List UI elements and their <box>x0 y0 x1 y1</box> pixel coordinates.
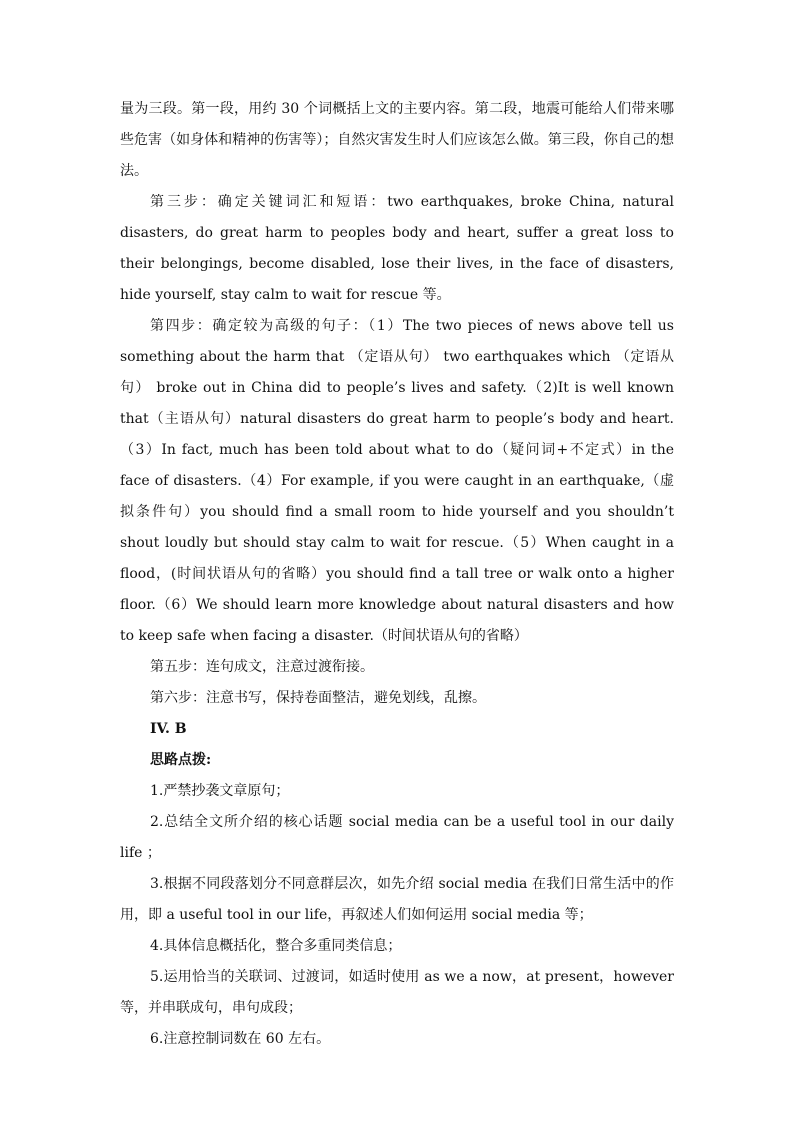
paragraph-step-3: 第三步：确定关键词汇和短语：two earthquakes, broke China, natural disasters, do great harm to peoples body and heart, suffer a great loss to their belongings, become disabled, lose their lives, in the face of disasters, hide yourself, stay calm to wait for rescue 等。 <box>120 194 674 303</box>
tip-item-3: 3.根据不同段落划分不同意群层次，如先介绍 social media 在我们日常生活中的作用，即 a useful tool in our life，再叙述人们如何运用 social media 等； <box>120 876 674 923</box>
paragraph-step-5: 第五步：连句成文，注意过渡衔接。 <box>150 659 374 675</box>
tip-item-5: 5.运用恰当的关联词、过渡词，如适时使用 as we a now，at present，however 等，并串联成句，串句成段； <box>120 969 674 1016</box>
paragraph-structure-note: 量为三段。第一段，用约 30 个词概括上文的主要内容。第二段，地震可能给人们带来哪些危害（如身体和精神的伤害等）；自然灾害发生时人们应该怎么做。第三段，你自己的想法。 <box>120 101 674 179</box>
tip-item-6: 6.注意控制词数在 60 左右。 <box>150 1031 331 1047</box>
section-heading: IV. B <box>150 721 187 737</box>
tip-item-1: 1.严禁抄袭文章原句； <box>150 783 290 799</box>
paragraph-step-4: 第四步：确定较为高级的句子：（1）The two pieces of news above tell us something about the harm that （定语从句） two earthquakes which （定语从句） broke out in China did to people’s lives and safety.（2)It is well known that（主语从句）natural disasters do great harm to people’s body and heart.（3）In fact, much has been told about what to do（疑问词+不定式）in the face of disasters.（4）For example, if you were caught in an earthquake,（虚拟条件句）you should find a small room to hide yourself and you shouldn’t shout loudly but should stay calm to wait for rescue.（5）When caught in a flood，(时间状语从句的省略）you should find a tall tree or walk onto a higher floor.（6）We should learn more knowledge about natural disasters and how to keep safe when facing a disaster.（时间状语从句的省略） <box>120 318 674 644</box>
tip-item-2: 2.总结全文所介绍的核心话题 social media can be a useful tool in our daily life ； <box>120 814 674 861</box>
tip-item-4: 4.具体信息概括化，整合多重同类信息； <box>150 938 402 954</box>
paragraph-step-6: 第六步：注意书写，保持卷面整洁，避免划线，乱擦。 <box>150 690 486 706</box>
tips-heading: 思路点拨: <box>150 752 212 768</box>
document-body <box>120 94 674 1055</box>
